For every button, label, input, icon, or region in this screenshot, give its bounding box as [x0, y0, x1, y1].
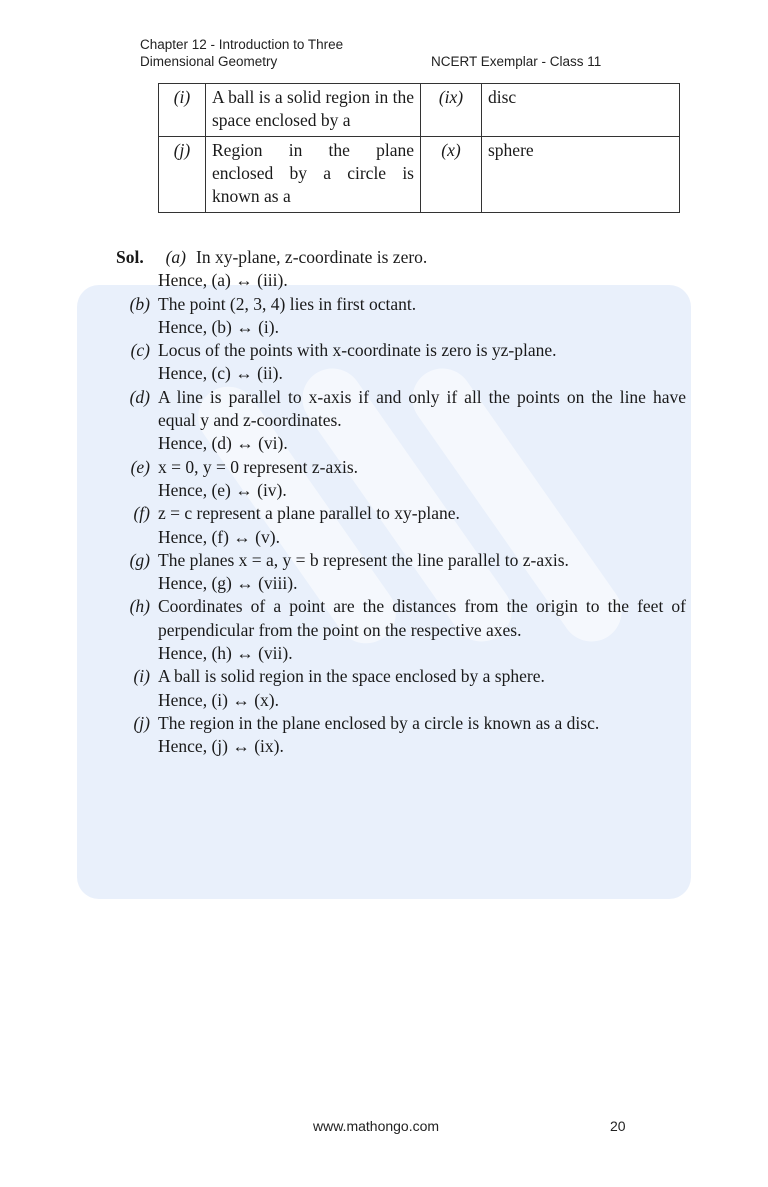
matching-table — [158, 83, 680, 213]
book-title: NCERT Exemplar - Class 11 — [431, 54, 602, 69]
table-row — [159, 84, 680, 137]
chapter-title-line1: Chapter 12 - Introduction to Three — [140, 37, 344, 52]
item-label: (h) — [129, 596, 150, 617]
solution-item — [116, 712, 686, 759]
item-line: Hence, (j) ↔ (ix). — [158, 736, 284, 757]
chapter-title — [140, 36, 343, 70]
item-label: (g) — [129, 549, 150, 570]
item-line: The region in the plane enclosed by a circle is known as a disc. — [158, 712, 600, 733]
item-line: Hence, (g) ↔ (viii). — [158, 573, 298, 594]
item-line: The planes x = a, y = b represent the line parallel to z-axis. — [158, 549, 569, 570]
solution-item — [116, 665, 686, 712]
item-line: Hence, (h) ↔ (vii). — [158, 643, 293, 664]
item-line: Locus of the points with x-coordinate is zero is yz-plane. — [158, 340, 557, 361]
solution-item — [116, 549, 686, 596]
page-number: 20 — [610, 1118, 626, 1134]
table-cell-statement: A ball is a solid region in the space enclosed by a — [206, 84, 421, 137]
item-line: Hence, (f) ↔ (v). — [158, 526, 280, 547]
solution-item — [116, 339, 686, 386]
item-line: Hence, (e) ↔ (iv). — [158, 479, 287, 500]
chapter-title-line2: Dimensional Geometry — [140, 54, 278, 69]
solution-item — [116, 595, 686, 665]
item-label: (i) — [133, 666, 150, 687]
item-line: A line is parallel to x-axis if and only if all the points on the line have equal y and z-coordinates. — [158, 386, 686, 431]
item-label: (j) — [133, 712, 150, 733]
item-label: (a) — [165, 247, 186, 267]
solution-item — [116, 502, 686, 549]
item-line: Hence, (i) ↔ (x). — [158, 689, 279, 710]
item-line: A ball is solid region in the space enclosed by a sphere. — [158, 666, 545, 687]
solution-item — [116, 386, 686, 456]
item-line: Coordinates of a point are the distances from the origin to the feet of perpendicular from the point on the respective axes. — [158, 596, 686, 640]
table-cell-statement: Region in the plane enclosed by a circle is known as a — [206, 137, 421, 213]
solution-section — [116, 246, 686, 759]
table-row — [159, 137, 680, 213]
solution-heading: Sol. — [116, 247, 144, 267]
item-line: Hence, (d) ↔ (vi). — [158, 433, 288, 454]
solution-item — [116, 293, 686, 340]
table-cell-num: (i) — [159, 84, 206, 137]
item-label: (c) — [130, 340, 150, 361]
table-cell-answer: sphere — [482, 137, 680, 213]
table-cell-num: (x) — [421, 137, 482, 213]
solution-item — [116, 456, 686, 503]
item-line: z = c represent a plane parallel to xy-plane. — [158, 503, 460, 524]
table-cell-num: (j) — [159, 137, 206, 213]
item-line: x = 0, y = 0 represent z-axis. — [158, 456, 359, 477]
item-line: The point (2, 3, 4) lies in first octant. — [158, 293, 417, 314]
item-line: In xy-plane, z-coordinate is zero. — [196, 247, 428, 267]
item-label: (b) — [129, 293, 150, 314]
item-label: (e) — [130, 456, 150, 477]
item-line: Hence, (b) ↔ (i). — [158, 316, 279, 337]
item-line: Hence, (a) ↔ (iii). — [158, 270, 288, 291]
item-label: (d) — [129, 386, 150, 407]
item-label: (f) — [133, 503, 150, 524]
table-cell-answer: disc — [482, 84, 680, 137]
item-line: Hence, (c) ↔ (ii). — [158, 363, 283, 384]
solution-item — [116, 246, 686, 293]
table-cell-num: (ix) — [421, 84, 482, 137]
footer-website: www.mathongo.com — [313, 1118, 440, 1134]
